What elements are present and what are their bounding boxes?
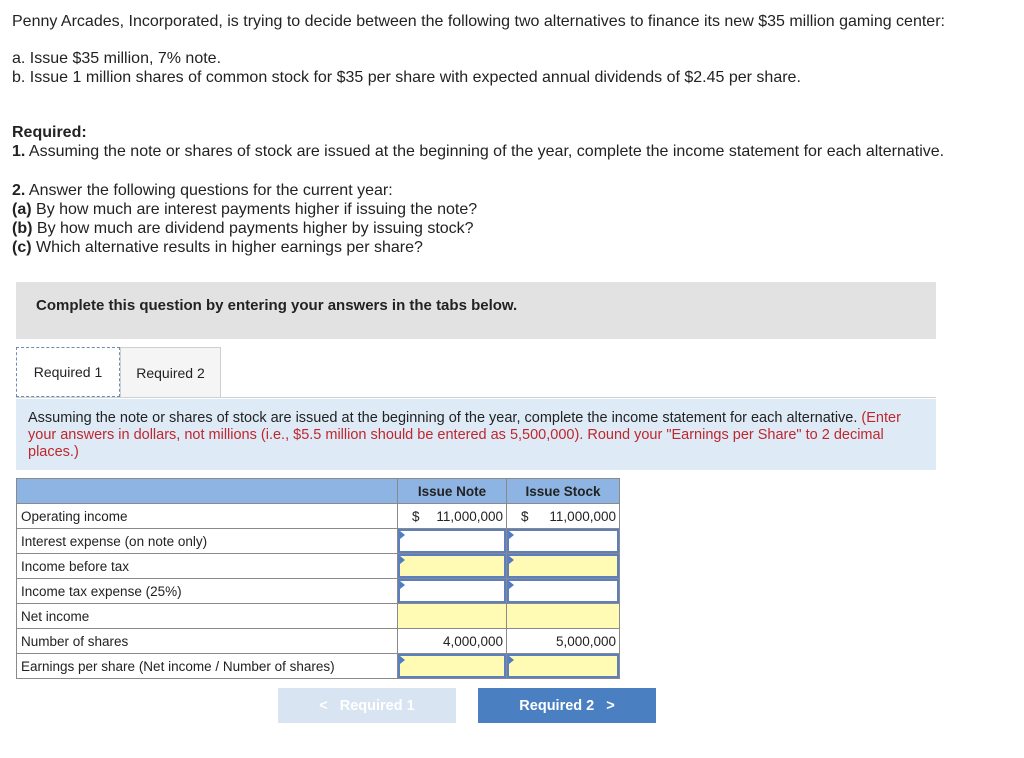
question-c-text: Which alternative results in higher earnings per share?: [36, 239, 423, 256]
table-row: [17, 504, 620, 529]
required-2-text: Answer the following questions for the current year:: [28, 182, 393, 199]
number-of-shares-stock: [507, 629, 620, 654]
next-button-label: Required 2: [519, 697, 595, 714]
income-tax-note-cell: [398, 579, 507, 604]
operating-income-stock-value: 11,000,000: [549, 508, 616, 524]
input-marker-icon: [400, 656, 405, 664]
interest-expense-stock-input[interactable]: [507, 529, 619, 553]
net-income-note-input[interactable]: [398, 604, 506, 628]
eps-note-cell: [398, 654, 507, 679]
income-tax-stock-input[interactable]: [507, 579, 619, 603]
table-row: [17, 554, 620, 579]
required-2-section: [12, 181, 1017, 257]
question-b-text: By how much are dividend payments higher by issuing stock?: [36, 220, 474, 237]
question-c: [12, 238, 1017, 257]
operating-income-note-value: 11,000,000: [436, 508, 503, 524]
income-before-tax-stock-input[interactable]: [507, 554, 619, 578]
tab-required-1-label: Required 1: [33, 364, 103, 380]
question-a: [12, 200, 1017, 219]
net-income-note-cell: [398, 604, 507, 629]
table-row: [17, 629, 620, 654]
input-marker-icon: [400, 556, 405, 564]
problem-intro: [12, 12, 1017, 31]
required-section: [12, 123, 1017, 161]
row-label-earnings-per-share: Earnings per share (Net income / Number of shares): [17, 654, 398, 679]
tab-required-1[interactable]: [16, 347, 120, 397]
operating-income-note: [398, 504, 507, 529]
alternatives-list: [12, 49, 801, 87]
interest-expense-stock-cell: [507, 529, 620, 554]
eps-note-input[interactable]: [398, 654, 506, 678]
tab-divider: [16, 397, 936, 398]
instructions-banner: Complete this question by entering your answers in the tabs below.: [16, 282, 936, 339]
row-label-income-before-tax: Income before tax: [17, 554, 398, 579]
tab-required-2[interactable]: [120, 347, 221, 397]
header-issue-note: Issue Note: [398, 479, 507, 504]
required-2: [12, 181, 1017, 200]
input-marker-icon: [509, 556, 514, 564]
income-before-tax-note-cell: [398, 554, 507, 579]
interest-expense-note-input[interactable]: [398, 529, 506, 553]
table-row: [17, 604, 620, 629]
instructions-note: (Enter your answers in dollars, not millions (i.e., $5.5 million should be entered as 5,500,000). Round your "Earnings per Share" to 2 decimal places.): [28, 410, 901, 460]
input-marker-icon: [400, 581, 405, 589]
required-1-number: 1.: [12, 143, 26, 160]
input-marker-icon: [509, 581, 514, 589]
tab-instructions: [16, 399, 936, 470]
income-tax-stock-cell: [507, 579, 620, 604]
prev-required-1-button[interactable]: [278, 688, 456, 723]
row-label-operating-income: Operating income: [17, 504, 398, 529]
required-heading: Required:: [12, 124, 87, 141]
question-b: [12, 219, 1017, 238]
eps-stock-cell: [507, 654, 620, 679]
alternative-a: a. Issue $35 million, 7% note.: [12, 50, 222, 67]
net-income-stock-cell: [507, 604, 620, 629]
income-tax-note-input[interactable]: [398, 579, 506, 603]
income-statement-table: [16, 478, 620, 679]
header-blank: [17, 479, 398, 504]
next-required-2-button[interactable]: [478, 688, 656, 723]
row-label-number-of-shares: Number of shares: [17, 629, 398, 654]
operating-income-stock: [507, 504, 620, 529]
question-b-label: (b): [12, 220, 33, 237]
tab-required-2-label: Required 2: [136, 364, 205, 381]
question-a-label: (a): [12, 201, 32, 218]
input-marker-icon: [400, 531, 405, 539]
required-2-number: 2.: [12, 182, 26, 199]
interest-expense-note-cell: [398, 529, 507, 554]
header-issue-stock: Issue Stock: [507, 479, 620, 504]
income-before-tax-stock-cell: [507, 554, 620, 579]
intro-text: Penny Arcades, Incorporated, is trying to decide between the following two alternatives to finance its new $35 million gaming center:: [12, 13, 945, 30]
table-row: [17, 654, 620, 679]
eps-stock-input[interactable]: [507, 654, 619, 678]
chevron-left-icon: <: [319, 697, 328, 714]
required-1-text: Assuming the note or shares of stock are issued at the beginning of the year, complete the income statement for each alternative.: [28, 143, 945, 160]
number-of-shares-note: [398, 629, 507, 654]
alternative-b: b. Issue 1 million shares of common stock for $35 per share with expected annual dividends of $2.45 per share.: [12, 69, 801, 86]
input-marker-icon: [509, 656, 514, 664]
instructions-text: Assuming the note or shares of stock are issued at the beginning of the year, complete the income statement for each alternative.: [28, 410, 858, 426]
currency-symbol: $: [412, 508, 420, 524]
currency-symbol: $: [521, 508, 529, 524]
row-label-interest-expense: Interest expense (on note only): [17, 529, 398, 554]
table-row: [17, 529, 620, 554]
table-row: [17, 579, 620, 604]
input-marker-icon: [509, 531, 514, 539]
prev-button-label: Required 1: [339, 697, 415, 714]
number-of-shares-note-value: 4,000,000: [442, 633, 503, 649]
row-label-net-income: Net income: [17, 604, 398, 629]
income-before-tax-note-input[interactable]: [398, 554, 506, 578]
question-c-label: (c): [12, 239, 32, 256]
row-label-income-tax-expense: Income tax expense (25%): [17, 579, 398, 604]
table-header-row: [17, 479, 620, 504]
question-a-text: By how much are interest payments higher if issuing the note?: [36, 201, 478, 218]
number-of-shares-stock-value: 5,000,000: [555, 633, 616, 649]
net-income-stock-input[interactable]: [507, 604, 619, 628]
chevron-right-icon: >: [606, 697, 615, 714]
required-1: [12, 142, 1017, 161]
